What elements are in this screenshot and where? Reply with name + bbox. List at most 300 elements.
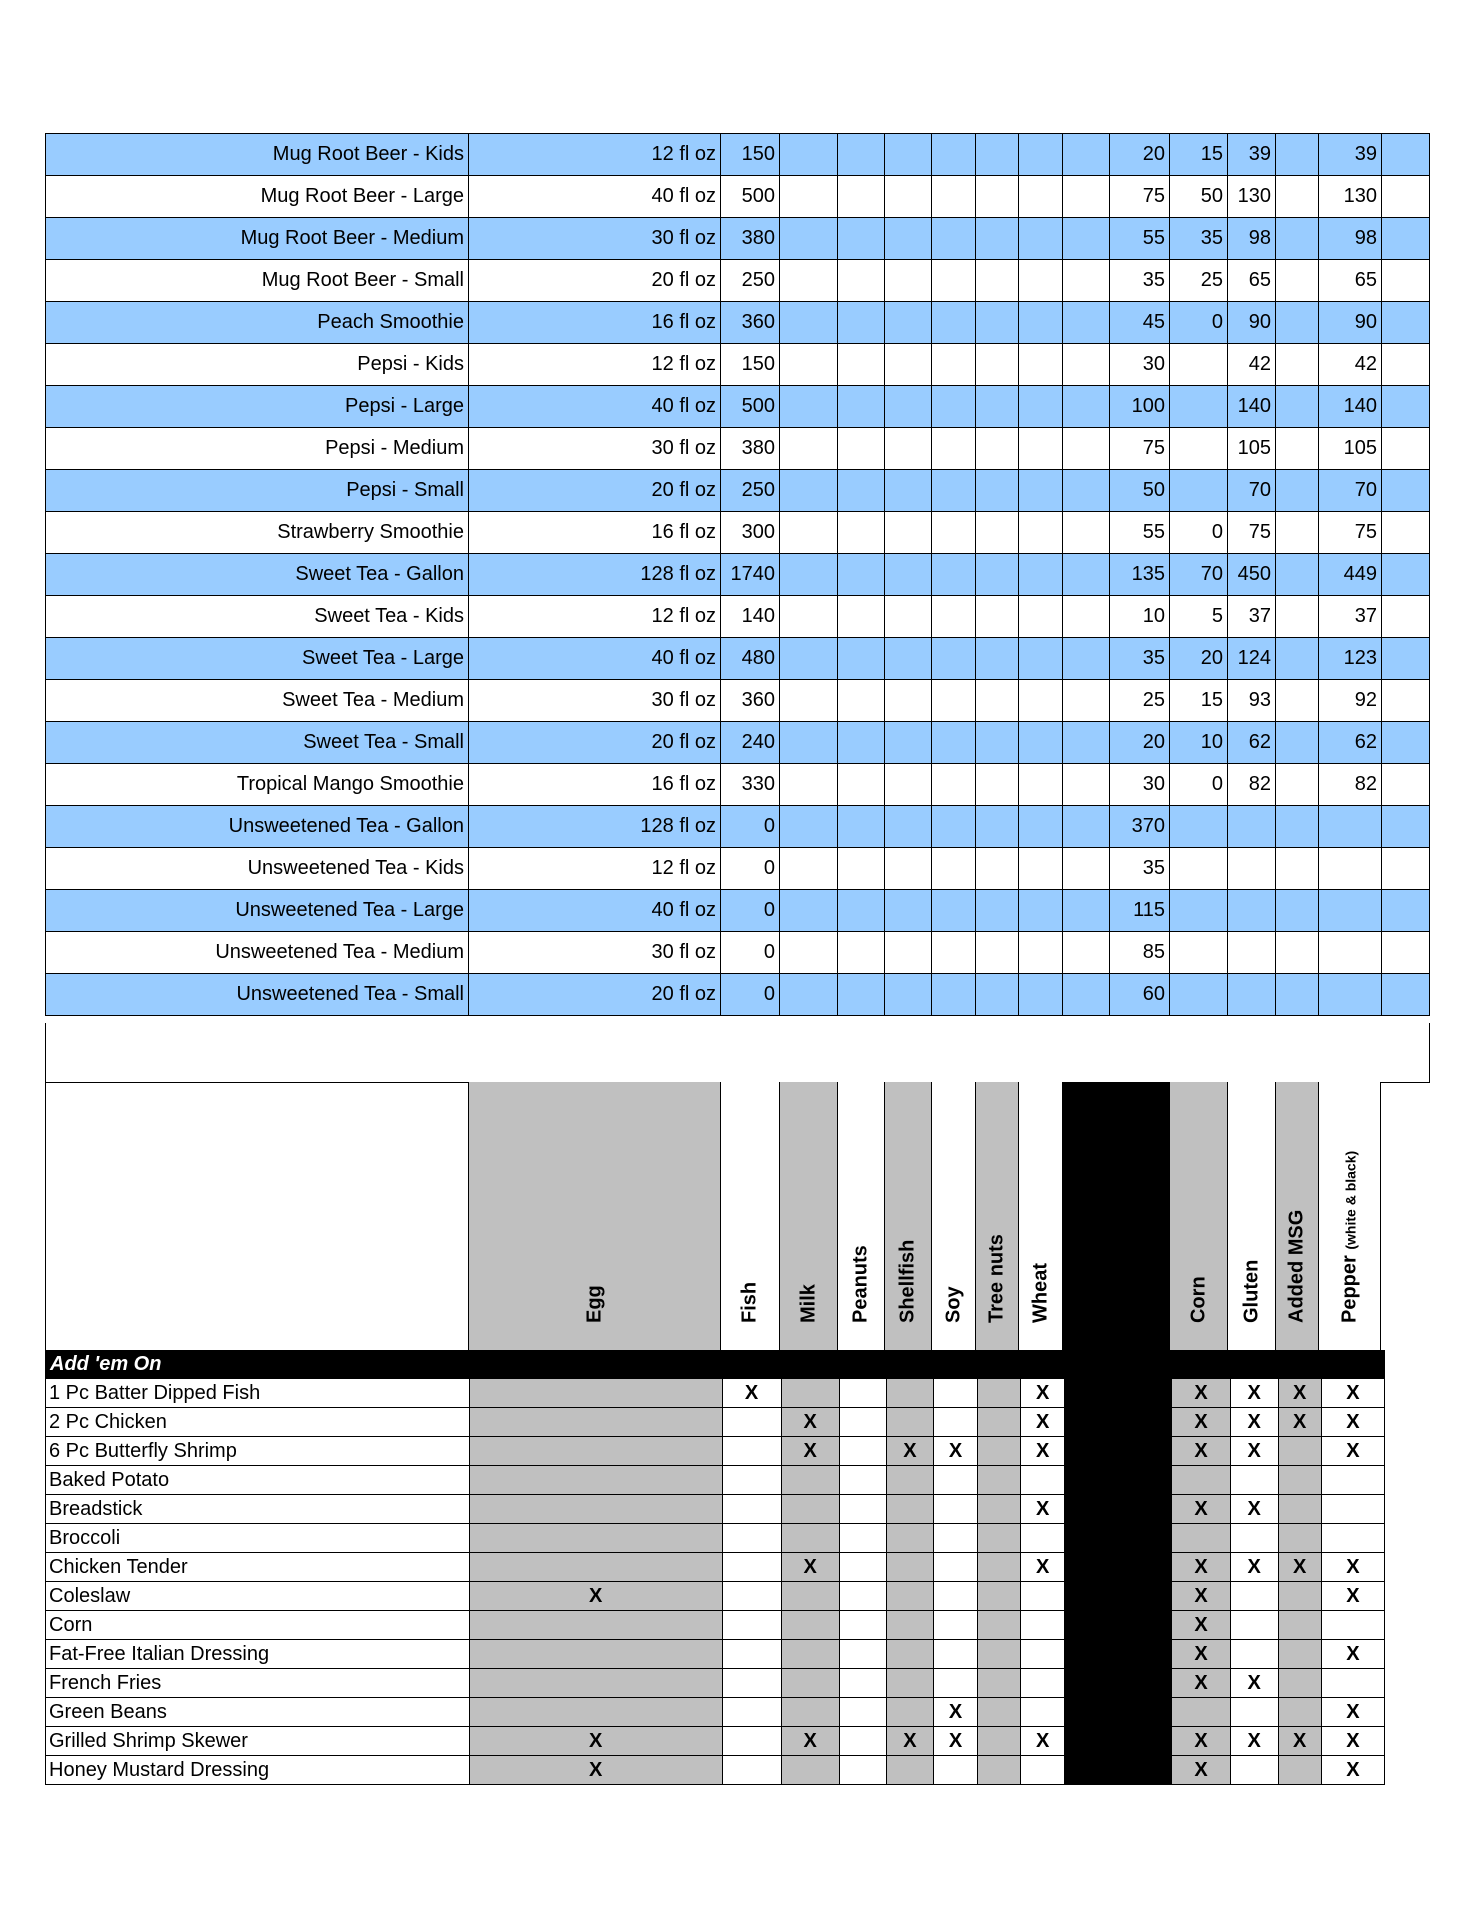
nutrition-cell-size: 12 fl oz <box>469 344 721 386</box>
nutrition-cell-empty <box>1019 134 1063 176</box>
nutrition-cell-empty <box>1382 512 1430 554</box>
nutrition-cell-empty <box>1382 386 1430 428</box>
nutrition-cell-empty <box>885 386 932 428</box>
mark-milk <box>781 1466 839 1495</box>
nutrition-cell-empty <box>1276 176 1319 218</box>
nutrition-cell-empty <box>780 638 838 680</box>
nutrition-cell-name: Unsweetened Tea - Small <box>46 974 469 1016</box>
nutrition-cell-empty <box>976 848 1019 890</box>
nutrition-cell-c4: 100 <box>1110 386 1170 428</box>
mark-gluten <box>1230 1756 1278 1785</box>
nutrition-cell-empty <box>932 848 976 890</box>
header-wheat-label: Wheat <box>1029 1263 1051 1323</box>
nutrition-cell-calories: 250 <box>721 260 780 302</box>
allergen-row <box>46 1437 1385 1466</box>
nutrition-cell-calories: 330 <box>721 764 780 806</box>
mark-tree-nuts <box>978 1756 1021 1785</box>
mark-wheat <box>1021 1698 1065 1727</box>
nutrition-cell-c6 <box>1228 848 1276 890</box>
mark-added-msg <box>1278 1466 1321 1495</box>
nutrition-cell-empty <box>780 680 838 722</box>
mark-shellfish <box>886 1640 933 1669</box>
mark-pepper: X <box>1321 1553 1384 1582</box>
mark-added-msg: X <box>1278 1379 1321 1408</box>
nutrition-cell-c5: 20 <box>1170 638 1228 680</box>
allergen-item-name: Baked Potato <box>46 1466 470 1495</box>
nutrition-cell-name: Strawberry Smoothie <box>46 512 469 554</box>
nutrition-cell-empty <box>1276 344 1319 386</box>
nutrition-row <box>46 470 1430 512</box>
allergen-row <box>46 1582 1385 1611</box>
nutrition-cell-empty <box>838 218 885 260</box>
nutrition-cell-c5: 10 <box>1170 722 1228 764</box>
nutrition-cell-empty <box>885 764 932 806</box>
mark-peanuts <box>839 1437 886 1466</box>
nutrition-cell-empty <box>885 722 932 764</box>
divider-cell <box>1065 1669 1172 1698</box>
nutrition-row <box>46 806 1430 848</box>
nutrition-cell-empty <box>1382 134 1430 176</box>
nutrition-cell-name: Mug Root Beer - Medium <box>46 218 469 260</box>
nutrition-cell-c7: 42 <box>1319 344 1382 386</box>
nutrition-cell-empty <box>1019 764 1063 806</box>
mark-wheat <box>1021 1611 1065 1640</box>
nutrition-cell-c5 <box>1170 932 1228 974</box>
mark-gluten: X <box>1230 1437 1278 1466</box>
nutrition-cell-name: Sweet Tea - Medium <box>46 680 469 722</box>
mark-added-msg <box>1278 1669 1321 1698</box>
nutrition-cell-calories: 0 <box>721 932 780 974</box>
divider-cell <box>1065 1553 1172 1582</box>
nutrition-cell-c5 <box>1170 848 1228 890</box>
mark-soy <box>933 1466 977 1495</box>
nutrition-cell-c4: 20 <box>1110 722 1170 764</box>
nutrition-cell-c7: 75 <box>1319 512 1382 554</box>
mark-soy <box>933 1611 977 1640</box>
mark-gluten <box>1230 1582 1278 1611</box>
nutrition-cell-empty <box>1063 470 1110 512</box>
allergen-item-name: Coleslaw <box>46 1582 470 1611</box>
mark-fish <box>722 1495 781 1524</box>
header-tree-nuts-label: Tree nuts <box>985 1234 1008 1323</box>
nutrition-cell-c6: 90 <box>1228 302 1276 344</box>
header-shellfish-label: Shellfish <box>896 1239 919 1323</box>
nutrition-cell-c7: 140 <box>1319 386 1382 428</box>
nutrition-cell-empty <box>780 932 838 974</box>
header-added-msg <box>1275 1082 1318 1350</box>
nutrition-cell-c6: 98 <box>1228 218 1276 260</box>
header-pepper <box>1318 1082 1381 1350</box>
mark-milk: X <box>781 1408 839 1437</box>
nutrition-cell-empty <box>1019 638 1063 680</box>
nutrition-cell-empty <box>1276 428 1319 470</box>
nutrition-cell-c7 <box>1319 848 1382 890</box>
nutrition-cell-empty <box>1382 974 1430 1016</box>
mark-tree-nuts <box>978 1698 1021 1727</box>
mark-egg <box>469 1640 722 1669</box>
mark-shellfish <box>886 1611 933 1640</box>
mark-peanuts <box>839 1524 886 1553</box>
divider-cell <box>1065 1379 1172 1408</box>
nutrition-cell-calories: 0 <box>721 806 780 848</box>
nutrition-cell-size: 30 fl oz <box>469 428 721 470</box>
mark-tree-nuts <box>978 1379 1021 1408</box>
allergen-row <box>46 1553 1385 1582</box>
mark-peanuts <box>839 1727 886 1756</box>
allergen-row <box>46 1727 1385 1756</box>
mark-gluten <box>1230 1524 1278 1553</box>
nutrition-cell-empty <box>1063 134 1110 176</box>
nutrition-cell-empty <box>780 470 838 512</box>
mark-peanuts <box>839 1553 886 1582</box>
nutrition-cell-c4: 115 <box>1110 890 1170 932</box>
nutrition-cell-empty <box>838 722 885 764</box>
nutrition-cell-empty <box>885 848 932 890</box>
nutrition-cell-empty <box>1063 218 1110 260</box>
nutrition-cell-name: Pepsi - Kids <box>46 344 469 386</box>
mark-added-msg <box>1278 1611 1321 1640</box>
nutrition-cell-c4: 60 <box>1110 974 1170 1016</box>
mark-tree-nuts <box>978 1582 1021 1611</box>
nutrition-cell-c4: 45 <box>1110 302 1170 344</box>
nutrition-cell-empty <box>1063 302 1110 344</box>
mark-added-msg <box>1278 1524 1321 1553</box>
nutrition-cell-empty <box>838 134 885 176</box>
mark-wheat: X <box>1021 1437 1065 1466</box>
header-soy <box>931 1082 975 1350</box>
header-peanuts <box>837 1082 884 1350</box>
nutrition-cell-empty <box>838 428 885 470</box>
nutrition-cell-name: Pepsi - Small <box>46 470 469 512</box>
mark-wheat: X <box>1021 1379 1065 1408</box>
mark-peanuts <box>839 1640 886 1669</box>
mark-corn: X <box>1172 1611 1230 1640</box>
nutrition-cell-calories: 500 <box>721 176 780 218</box>
nutrition-row <box>46 428 1430 470</box>
nutrition-cell-empty <box>1382 344 1430 386</box>
mark-tree-nuts <box>978 1524 1021 1553</box>
nutrition-cell-empty <box>1382 890 1430 932</box>
nutrition-row <box>46 974 1430 1016</box>
nutrition-cell-c6: 130 <box>1228 176 1276 218</box>
nutrition-cell-empty <box>976 260 1019 302</box>
mark-soy <box>933 1582 977 1611</box>
nutrition-cell-empty <box>1276 470 1319 512</box>
mark-egg <box>469 1524 722 1553</box>
allergen-row <box>46 1640 1385 1669</box>
mark-corn <box>1172 1524 1230 1553</box>
mark-fish <box>722 1524 781 1553</box>
mark-peanuts <box>839 1756 886 1785</box>
nutrition-cell-c5: 15 <box>1170 134 1228 176</box>
mark-added-msg: X <box>1278 1408 1321 1437</box>
mark-gluten: X <box>1230 1553 1278 1582</box>
nutrition-cell-empty <box>1276 596 1319 638</box>
nutrition-cell-c7 <box>1319 932 1382 974</box>
nutrition-cell-name: Pepsi - Large <box>46 386 469 428</box>
mark-corn: X <box>1172 1408 1230 1437</box>
nutrition-cell-empty <box>838 974 885 1016</box>
nutrition-cell-c7: 65 <box>1319 260 1382 302</box>
nutrition-cell-empty <box>838 344 885 386</box>
nutrition-cell-empty <box>932 974 976 1016</box>
nutrition-cell-empty <box>780 176 838 218</box>
allergen-row <box>46 1408 1385 1437</box>
allergen-row <box>46 1698 1385 1727</box>
nutrition-cell-empty <box>780 722 838 764</box>
nutrition-cell-name: Mug Root Beer - Small <box>46 260 469 302</box>
mark-egg <box>469 1408 722 1437</box>
nutrition-cell-empty <box>838 470 885 512</box>
nutrition-cell-name: Peach Smoothie <box>46 302 469 344</box>
nutrition-cell-empty <box>885 638 932 680</box>
nutrition-cell-c6: 42 <box>1228 344 1276 386</box>
mark-gluten: X <box>1230 1379 1278 1408</box>
nutrition-cell-empty <box>1382 470 1430 512</box>
divider-cell <box>1065 1582 1172 1611</box>
nutrition-cell-calories: 380 <box>721 428 780 470</box>
allergen-item-name: Broccoli <box>46 1524 470 1553</box>
nutrition-cell-empty <box>1382 806 1430 848</box>
nutrition-cell-c6: 450 <box>1228 554 1276 596</box>
nutrition-cell-empty <box>885 554 932 596</box>
mark-gluten: X <box>1230 1669 1278 1698</box>
mark-added-msg <box>1278 1437 1321 1466</box>
header-peanuts-label: Peanuts <box>849 1245 872 1323</box>
nutrition-cell-empty <box>1019 596 1063 638</box>
nutrition-cell-c7: 130 <box>1319 176 1382 218</box>
nutrition-cell-empty <box>1276 512 1319 554</box>
nutrition-cell-empty <box>1063 260 1110 302</box>
nutrition-cell-empty <box>1019 890 1063 932</box>
mark-milk <box>781 1611 839 1640</box>
mark-wheat <box>1021 1640 1065 1669</box>
allergen-row <box>46 1466 1385 1495</box>
mark-milk <box>781 1640 839 1669</box>
mark-soy <box>933 1379 977 1408</box>
mark-peanuts <box>839 1466 886 1495</box>
nutrition-cell-empty <box>1382 638 1430 680</box>
mark-egg: X <box>469 1582 722 1611</box>
mark-fish <box>722 1611 781 1640</box>
nutrition-cell-empty <box>838 386 885 428</box>
mark-wheat <box>1021 1582 1065 1611</box>
mark-egg <box>469 1437 722 1466</box>
nutrition-cell-size: 30 fl oz <box>469 680 721 722</box>
nutrition-cell-empty <box>838 176 885 218</box>
nutrition-cell-name: Unsweetened Tea - Gallon <box>46 806 469 848</box>
section-title: Add 'em On <box>45 1350 1385 1378</box>
mark-wheat: X <box>1021 1408 1065 1437</box>
nutrition-cell-c4: 35 <box>1110 848 1170 890</box>
nutrition-cell-empty <box>1063 680 1110 722</box>
nutrition-cell-empty <box>932 680 976 722</box>
mark-pepper: X <box>1321 1698 1384 1727</box>
header-egg-label: Egg <box>583 1285 605 1323</box>
nutrition-cell-empty <box>1276 386 1319 428</box>
nutrition-cell-empty <box>932 596 976 638</box>
nutrition-cell-calories: 150 <box>721 134 780 176</box>
nutrition-cell-size: 40 fl oz <box>469 890 721 932</box>
nutrition-row <box>46 848 1430 890</box>
nutrition-cell-empty <box>976 134 1019 176</box>
nutrition-cell-c5: 0 <box>1170 764 1228 806</box>
allergen-item-name: Corn <box>46 1611 470 1640</box>
nutrition-cell-empty <box>838 806 885 848</box>
nutrition-cell-empty <box>1063 806 1110 848</box>
nutrition-cell-empty <box>976 344 1019 386</box>
divider-cell <box>1065 1611 1172 1640</box>
nutrition-cell-empty <box>932 638 976 680</box>
mark-fish <box>722 1698 781 1727</box>
nutrition-cell-c4: 85 <box>1110 932 1170 974</box>
nutrition-row <box>46 386 1430 428</box>
nutrition-cell-name: Sweet Tea - Small <box>46 722 469 764</box>
nutrition-cell-empty <box>780 134 838 176</box>
nutrition-cell-empty <box>1276 764 1319 806</box>
nutrition-cell-c4: 30 <box>1110 344 1170 386</box>
nutrition-cell-empty <box>1063 386 1110 428</box>
mark-pepper <box>1321 1495 1384 1524</box>
nutrition-cell-empty <box>976 512 1019 554</box>
nutrition-row <box>46 218 1430 260</box>
nutrition-cell-empty <box>1019 848 1063 890</box>
nutrition-cell-c7: 92 <box>1319 680 1382 722</box>
nutrition-row <box>46 638 1430 680</box>
mark-shellfish <box>886 1582 933 1611</box>
nutrition-cell-c4: 35 <box>1110 260 1170 302</box>
nutrition-cell-empty <box>1382 680 1430 722</box>
mark-gluten <box>1230 1611 1278 1640</box>
nutrition-cell-empty <box>1382 176 1430 218</box>
nutrition-cell-empty <box>976 176 1019 218</box>
mark-corn: X <box>1172 1640 1230 1669</box>
mark-soy <box>933 1524 977 1553</box>
nutrition-cell-name: Mug Root Beer - Large <box>46 176 469 218</box>
nutrition-cell-name: Pepsi - Medium <box>46 428 469 470</box>
mark-wheat: X <box>1021 1727 1065 1756</box>
nutrition-cell-empty <box>838 932 885 974</box>
nutrition-row <box>46 512 1430 554</box>
nutrition-cell-c7: 90 <box>1319 302 1382 344</box>
nutrition-cell-empty <box>976 470 1019 512</box>
nutrition-cell-empty <box>838 596 885 638</box>
mark-shellfish <box>886 1379 933 1408</box>
mark-egg <box>469 1553 722 1582</box>
nutrition-cell-empty <box>1276 638 1319 680</box>
allergen-item-name: Chicken Tender <box>46 1553 470 1582</box>
allergen-table <box>45 1378 1385 1785</box>
allergen-item-name: Honey Mustard Dressing <box>46 1756 470 1785</box>
nutrition-cell-empty <box>1063 428 1110 470</box>
nutrition-cell-empty <box>838 890 885 932</box>
allergen-row <box>46 1524 1385 1553</box>
header-milk-label: Milk <box>797 1284 819 1323</box>
header-shellfish <box>884 1082 931 1350</box>
nutrition-cell-c7 <box>1319 890 1382 932</box>
mark-shellfish <box>886 1553 933 1582</box>
mark-corn: X <box>1172 1437 1230 1466</box>
nutrition-cell-empty <box>885 596 932 638</box>
nutrition-cell-empty <box>976 764 1019 806</box>
nutrition-cell-calories: 360 <box>721 302 780 344</box>
nutrition-cell-calories: 380 <box>721 218 780 260</box>
mark-added-msg <box>1278 1495 1321 1524</box>
nutrition-cell-empty <box>976 218 1019 260</box>
nutrition-cell-empty <box>1276 680 1319 722</box>
mark-wheat <box>1021 1466 1065 1495</box>
nutrition-cell-empty <box>932 932 976 974</box>
nutrition-cell-empty <box>1382 848 1430 890</box>
nutrition-cell-empty <box>1382 764 1430 806</box>
mark-fish <box>722 1582 781 1611</box>
mark-soy: X <box>933 1727 977 1756</box>
nutrition-cell-c4: 50 <box>1110 470 1170 512</box>
nutrition-cell-c5 <box>1170 974 1228 1016</box>
allergen-row <box>46 1611 1385 1640</box>
nutrition-cell-size: 16 fl oz <box>469 764 721 806</box>
divider-cell <box>1065 1466 1172 1495</box>
nutrition-cell-empty <box>1019 974 1063 1016</box>
nutrition-cell-empty <box>838 680 885 722</box>
nutrition-cell-empty <box>1382 554 1430 596</box>
nutrition-cell-size: 30 fl oz <box>469 218 721 260</box>
mark-egg: X <box>469 1756 722 1785</box>
nutrition-cell-empty <box>1063 722 1110 764</box>
header-pepper-note: (white & black) <box>1342 1150 1358 1250</box>
mark-tree-nuts <box>978 1553 1021 1582</box>
nutrition-cell-empty <box>932 764 976 806</box>
nutrition-cell-empty <box>1063 638 1110 680</box>
mark-tree-nuts <box>978 1640 1021 1669</box>
header-divider-block <box>1062 1082 1169 1350</box>
nutrition-row <box>46 554 1430 596</box>
nutrition-cell-empty <box>885 806 932 848</box>
mark-fish <box>722 1756 781 1785</box>
divider-cell <box>1065 1408 1172 1437</box>
nutrition-cell-empty <box>1019 554 1063 596</box>
header-blank-cell <box>45 1082 468 1350</box>
nutrition-row <box>46 890 1430 932</box>
header-corn <box>1169 1082 1227 1350</box>
nutrition-cell-c5 <box>1170 470 1228 512</box>
nutrition-cell-empty <box>780 974 838 1016</box>
mark-tree-nuts <box>978 1669 1021 1698</box>
nutrition-cell-empty <box>976 386 1019 428</box>
nutrition-cell-size: 16 fl oz <box>469 512 721 554</box>
mark-egg <box>469 1669 722 1698</box>
nutrition-cell-c4: 55 <box>1110 218 1170 260</box>
mark-peanuts <box>839 1495 886 1524</box>
nutrition-cell-name: Unsweetened Tea - Kids <box>46 848 469 890</box>
nutrition-cell-empty <box>1019 680 1063 722</box>
mark-milk <box>781 1495 839 1524</box>
mark-shellfish <box>886 1669 933 1698</box>
mark-pepper: X <box>1321 1756 1384 1785</box>
mark-soy <box>933 1495 977 1524</box>
mark-soy <box>933 1640 977 1669</box>
nutrition-cell-c6: 70 <box>1228 470 1276 512</box>
nutrition-cell-empty <box>1063 890 1110 932</box>
nutrition-cell-empty <box>932 554 976 596</box>
allergen-item-name: Green Beans <box>46 1698 470 1727</box>
mark-pepper: X <box>1321 1640 1384 1669</box>
nutrition-cell-empty <box>1276 218 1319 260</box>
nutrition-cell-empty <box>1019 176 1063 218</box>
nutrition-cell-c4: 25 <box>1110 680 1170 722</box>
nutrition-cell-c6 <box>1228 932 1276 974</box>
nutrition-cell-c7: 449 <box>1319 554 1382 596</box>
